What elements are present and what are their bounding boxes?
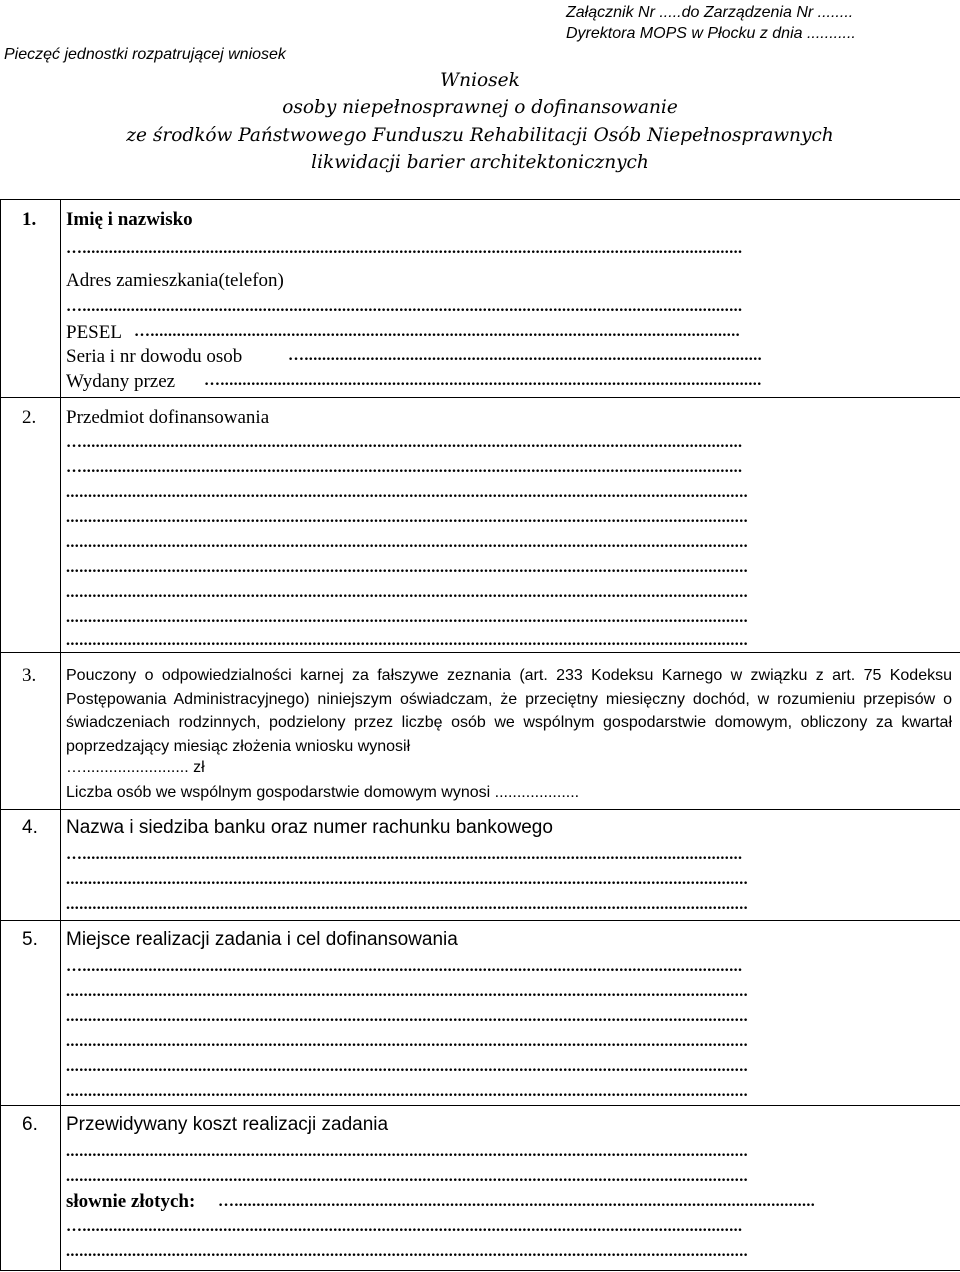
location-purpose-line[interactable]: ........................................................................................................................................................... [66,1008,748,1025]
amount-in-words-line[interactable]: …...................................................................................................................................................... [66,1218,743,1235]
id-card-field[interactable]: …........................................................................................................ [288,347,762,364]
subject-label: Przedmiot dofinansowania [66,407,270,428]
subject-line[interactable]: ........................................................................................................................................................... [66,534,748,551]
issued-by-field[interactable]: …........................................................................................................................... [204,372,762,389]
amount-in-words-label: słownie złotych: [66,1191,196,1212]
document-subtitle-2: ze środków Państwowego Funduszu Rehabilitacji Osób Niepełnosprawnych [126,125,834,146]
pesel-label: PESEL [66,322,122,343]
stamp-label: Pieczęć jednostki rozpatrującej wniosek [4,46,286,63]
annex-director-date: Dyrektora MOPS w Płocku z dnia ........... [566,25,856,42]
section-2-number: 2. [22,407,37,428]
bank-details-line[interactable]: ........................................................................................................................................................... [66,871,748,888]
subject-line[interactable]: ........................................................................................................................................................... [66,584,748,601]
section-1-number: 1. [22,209,37,230]
section-3-number: 3. [22,665,37,686]
address-field[interactable]: …...................................................................................................................................................... [66,298,743,315]
subject-line[interactable]: ........................................................................................................................................................... [66,509,748,526]
bank-details-line[interactable]: …...................................................................................................................................................... [66,846,743,863]
estimated-cost-label: Przewidywany koszt realizacji zadania [66,1114,389,1135]
name-field[interactable]: …...................................................................................................................................................... [66,240,743,257]
estimated-cost-line[interactable]: ........................................................................................................................................................... [66,1143,748,1160]
location-purpose-label: Miejsce realizacji zadania i cel dofinansowania [66,929,458,950]
bank-details-line[interactable]: ........................................................................................................................................................... [66,896,748,913]
section-6-number: 6. [22,1114,38,1135]
section-5-number: 5. [22,929,38,950]
location-purpose-line[interactable]: …...................................................................................................................................................... [66,958,743,975]
income-field[interactable]: …........................ zł [66,759,205,776]
subject-line[interactable]: ........................................................................................................................................................... [66,632,748,649]
location-purpose-line[interactable]: ........................................................................................................................................................... [66,1083,748,1100]
household-size-field[interactable]: Liczba osób we wspólnym gospodarstwie domowym wynosi ................... [66,784,580,801]
income-declaration-text: Pouczony o odpowiedzialności karnej za fałszywe zeznania (art. 233 Kodeksu Karnego w związku z art. 75 Kodeksu Postępowania Administracyjnego) niniejszym oświadczam, że przeciętny miesięczny dochód, w rozumieniu przepisów o świadczeniach rodzinnych, podzielony przez liczbę osób we wspólnym gospodarstwie domowym, obliczony za kwartał poprzedzający miesiąc złożenia wniosku wynosił [66,667,952,755]
subject-line[interactable]: …...................................................................................................................................................... [66,459,743,476]
amount-in-words-field[interactable]: ….................................................................................................................................... [218,1193,816,1210]
id-card-label: Seria i nr dowodu osob [66,346,243,367]
location-purpose-line[interactable]: ........................................................................................................................................................... [66,1033,748,1050]
location-purpose-line[interactable]: ........................................................................................................................................................... [66,1058,748,1075]
name-label: Imię i nazwisko [66,209,193,230]
pesel-field[interactable]: …...................................................................................................................................... [134,323,740,340]
subject-line[interactable]: ........................................................................................................................................................... [66,484,748,501]
amount-in-words-line[interactable]: ........................................................................................................................................................... [66,1243,748,1260]
location-purpose-line[interactable]: ........................................................................................................................................................... [66,983,748,1000]
document-title: Wniosek [440,70,520,91]
subject-line[interactable]: …...................................................................................................................................................... [66,434,743,451]
document-subtitle-1: osoby niepełnosprawnej o dofinansowanie [282,97,678,118]
estimated-cost-line[interactable]: ........................................................................................................................................................... [66,1168,748,1185]
section-4-number: 4. [22,817,38,838]
subject-line[interactable]: ........................................................................................................................................................... [66,559,748,576]
bank-details-label: Nazwa i siedziba banku oraz numer rachunku bankowego [66,817,553,838]
subject-line[interactable]: ........................................................................................................................................................... [66,609,748,626]
address-label: Adres zamieszkania(telefon) [66,270,284,291]
issued-by-label: Wydany przez [66,371,176,392]
document-subtitle-3: likwidacji barier architektonicznych [311,152,649,173]
annex-reference: Załącznik Nr .....do Zarządzenia Nr ........ [566,4,854,21]
